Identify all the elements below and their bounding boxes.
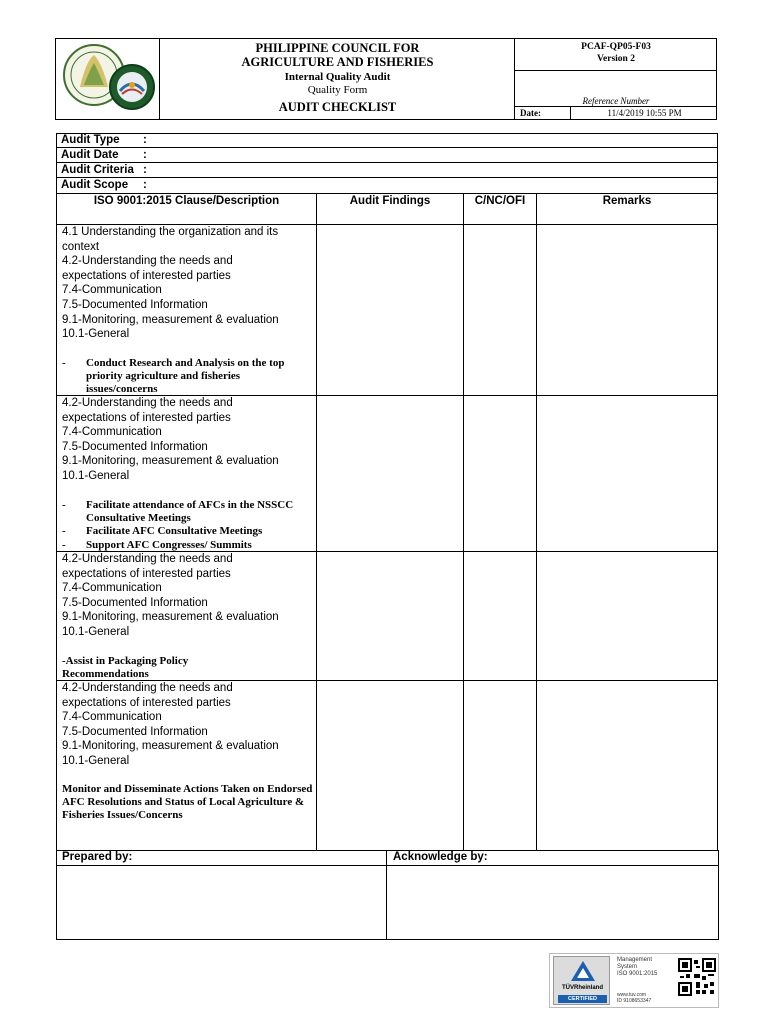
audit-date-row (56, 148, 718, 163)
activity-item: - Facilitate AFC Consultative Meetings (62, 525, 263, 538)
activity-item: - Conduct Research and Analysis on the top priority agriculture and fisheries issues/concerns (62, 357, 285, 396)
date-value: 11/4/2019 10:55 PM (607, 108, 682, 118)
cert-text (617, 957, 677, 978)
section-2-cnc-cell[interactable] (463, 395, 537, 552)
audit-scope-row (56, 178, 718, 193)
audit-type-sep: : (143, 134, 147, 146)
prepared-by-signature-area[interactable] (57, 866, 386, 939)
audit-criteria-sep: : (143, 164, 147, 176)
cert-system-line1: Management (617, 957, 653, 963)
col-header-clause: ISO 9001:2015 Clause/Description (56, 193, 317, 225)
activity-item: Monitor and Disseminate Actions Taken on Endorsed AFC Resolutions and Status of Local Agriculture & Fisheries Issues/Concerns (62, 783, 313, 822)
doc-version: Version 2 (597, 54, 635, 64)
clause-line: 4.2-Understanding the needs and (62, 397, 233, 409)
section-2-activities (62, 499, 314, 552)
section-2-remarks-cell[interactable] (536, 395, 718, 552)
clause-line: 7.5-Documented Information (62, 725, 208, 738)
section-4-activities (62, 783, 314, 823)
activity-item: -Assist in Packaging Policy Recommendations (62, 655, 189, 681)
org-name-line2: AGRICULTURE AND FISHERIES (241, 55, 434, 69)
col-header-remarks: Remarks (536, 193, 718, 225)
cert-standard: ISO 9001:2015 (617, 971, 658, 977)
acknowledge-by-signature-area[interactable] (387, 866, 718, 939)
clause-line: expectations of interested parties (62, 269, 231, 282)
form-title: AUDIT CHECKLIST (278, 100, 397, 114)
section-4-cnc-cell[interactable] (463, 680, 537, 851)
cert-url: www.tuv.com (617, 992, 647, 998)
council-seal-icon (60, 41, 156, 117)
section-1-cnc-cell[interactable] (463, 224, 537, 396)
clause-line: 7.4-Communication (62, 284, 162, 297)
section-1-activities (62, 357, 314, 397)
clause-line: 10.1-General (62, 469, 130, 482)
audit-scope-label: Audit Scope (61, 179, 129, 191)
clause-line: 10.1-General (62, 625, 130, 638)
clause-line: 7.5-Documented Information (62, 440, 208, 453)
acknowledge-by-label: Acknowledge by: (393, 851, 488, 863)
clause-line: 9.1-Monitoring, measurement & evaluation (62, 611, 279, 624)
cert-footer (617, 992, 677, 1004)
clause-line: 9.1-Monitoring, measurement & evaluation (62, 455, 279, 468)
clause-line: 4.1 Understanding the organization and its (62, 226, 279, 238)
form-subtitle: Internal Quality Audit (284, 71, 391, 83)
section-4-findings-cell[interactable] (316, 680, 464, 851)
section-3-cnc-cell[interactable] (463, 551, 537, 681)
tuv-triangle-icon (570, 960, 596, 982)
clause-line: 9.1-Monitoring, measurement & evaluation (62, 740, 279, 753)
tuv-brand: TÜVRheinland (561, 985, 603, 991)
section-1-remarks-cell[interactable] (536, 224, 718, 396)
prepared-by-label: Prepared by: (62, 851, 133, 863)
doc-code: PCAF-QP05-F03 (581, 42, 651, 52)
section-1-clauses (56, 225, 317, 342)
clause-line: 4.2-Understanding the needs and (62, 255, 233, 268)
clause-line: 7.5-Documented Information (62, 298, 208, 311)
org-name-line1: PHILIPPINE COUNCIL FOR (255, 41, 420, 55)
clause-line: expectations of interested parties (62, 567, 231, 580)
date-divider (570, 107, 571, 120)
clause-line: 10.1-General (62, 754, 130, 767)
section-4-clauses (56, 681, 317, 769)
section-2-findings-cell[interactable] (316, 395, 464, 552)
section-3-findings-cell[interactable] (316, 551, 464, 681)
clause-line: 10.1-General (62, 328, 130, 341)
clause-line: 9.1-Monitoring, measurement & evaluation (62, 313, 279, 326)
clause-line: 7.4-Communication (62, 582, 162, 595)
form-type: Quality Form (307, 84, 368, 96)
section-1-findings-cell[interactable] (316, 224, 464, 396)
clause-line: 4.2-Understanding the needs and (62, 682, 233, 694)
qr-code-icon (678, 958, 716, 996)
audit-date-label: Audit Date (61, 149, 119, 161)
audit-type-label: Audit Type (61, 134, 120, 146)
clause-line: 4.2-Understanding the needs and (62, 553, 233, 565)
clause-line: 7.4-Communication (62, 426, 162, 439)
audit-scope-sep: : (143, 179, 147, 191)
clause-line: context (62, 240, 100, 253)
section-3-clauses (56, 552, 317, 640)
activity-item: - Support AFC Congresses/ Summits (62, 538, 252, 551)
section-3-activities (62, 655, 242, 681)
clause-line: expectations of interested parties (62, 411, 231, 424)
cert-system-line2: System (617, 964, 638, 970)
audit-date-sep: : (143, 149, 147, 161)
col-header-findings: Audit Findings (316, 193, 464, 225)
activity-item: - Facilitate attendance of AFCs in the NSSCC Consultative Meetings (62, 499, 294, 525)
section-4-remarks-cell[interactable] (536, 680, 718, 851)
section-2-clauses (56, 396, 317, 484)
tuv-badge (553, 956, 610, 1005)
tuv-certified-badge: CERTIFIED (558, 995, 607, 1003)
clause-line: expectations of interested parties (62, 696, 231, 709)
date-label: Date: (520, 108, 541, 118)
audit-criteria-label: Audit Criteria (61, 164, 134, 176)
col-header-cnc: C/NC/OFI (463, 193, 537, 225)
section-3-remarks-cell[interactable] (536, 551, 718, 681)
cert-id: ID 9108653347 (617, 998, 652, 1004)
clause-line: 7.4-Communication (62, 711, 162, 724)
clause-line: 7.5-Documented Information (62, 596, 208, 609)
audit-criteria-row (56, 163, 718, 178)
reference-label: Reference Number (582, 96, 650, 106)
audit-type-row (56, 133, 718, 148)
